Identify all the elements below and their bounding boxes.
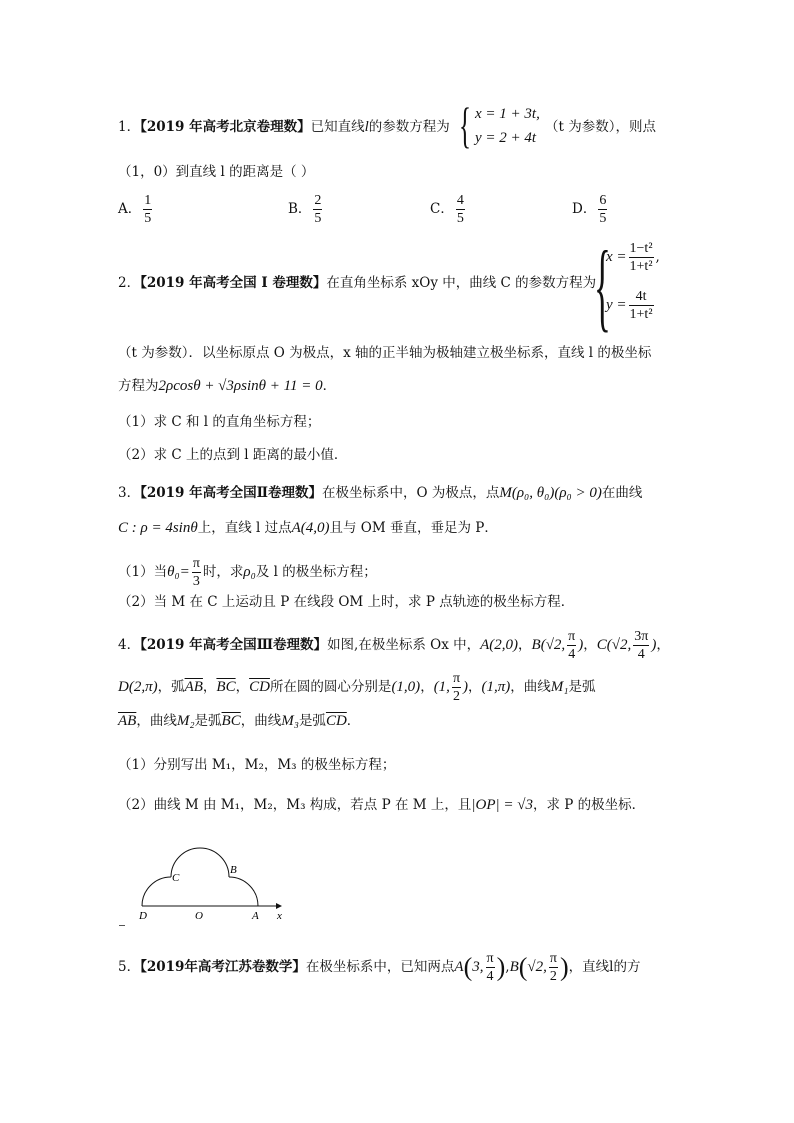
question-4-tag: 【2019 年高考全国Ⅲ卷理数】 <box>140 637 328 653</box>
question-3-tag: 【2019 年高考全国Ⅱ卷理数】 <box>140 485 322 501</box>
question-2-sub-2: （2）求 C 上的点到 l 距离的最小值． <box>118 447 348 463</box>
q1-eq-y: y = 2 + 4t <box>475 130 537 146</box>
label-c: C <box>172 872 180 884</box>
arc-bc: $\overline{BC}$ <box>216 679 236 695</box>
label-o: O <box>195 910 203 922</box>
label-b: B <box>230 864 237 876</box>
question-4-line-2: D(2,π)，弧$\overline{AB}$，$\overline{BC}$，$\overline{CD}$所在圆的圆心分别是(1,0)，(1, $\frac{\pi}{2}$ )，(1,π)，曲线M₁是弧 <box>118 671 596 704</box>
question-4-sub-1: （1）分别写出 M₁，M₂，M₃ 的极坐标方程； <box>118 757 396 773</box>
curve-m1 <box>229 877 258 906</box>
brace: { <box>594 230 611 341</box>
label-d: D <box>139 910 147 922</box>
arc-cd: $\overline{CD}$ <box>249 679 270 695</box>
label-x: x <box>277 910 282 922</box>
question-5-line-1: 5．【2019年高考江苏卷数学】在极坐标系中，已知两点A(3, $\frac{\pi}{4}$ ),B(√2, $\frac{\pi}{2}$ )，直线l的方 <box>118 951 641 984</box>
label-a: A <box>252 910 259 922</box>
q2-eq-x: x = $\frac{\text{1−t²}}{\text{1+t²}}$ , <box>606 241 660 274</box>
question-1-line-2: （1，0）到直线 l 的距离是（ ） <box>118 164 315 180</box>
question-2-line-1: 2．【2019 年高考全国 I 卷理数】在直角坐标系 xOy 中，曲线 C 的参数方程为 <box>118 275 597 291</box>
question-3-sub-1: （1）当θ₀= $\frac{\pi}{3}$ 时，求ρ₀及 l 的极坐标方程； <box>118 556 377 589</box>
q1-param-note: （t 为参数），则点 <box>545 119 656 135</box>
option-c[interactable]: C． $\frac{4}{5}$ <box>430 193 464 226</box>
curve-m2 <box>171 848 229 877</box>
question-3-line-2: C : ρ = 4sinθ上，直线 l 过点A(4,0)且与 OM 垂直，垂足为 P． <box>118 520 498 536</box>
question-4-line-1: 4．【2019 年高考全国Ⅲ卷理数】如图,在极坐标系 Ox 中，A(2,0)，B(√2, $\frac{\pi}{4}$ )，C(√2, $\frac{3\pi}{4}$ )， <box>118 629 670 662</box>
question-2-line-2: （t 为参数）．以坐标原点 O 为极点，x 轴的正半轴为极轴建立极坐标系，直线 l 的极坐标 <box>118 345 652 361</box>
brace: { <box>459 97 471 153</box>
divider <box>119 925 125 926</box>
question-3-line-1: 3．【2019 年高考全国Ⅱ卷理数】在极坐标系中，O 为极点，点M(ρ₀, θ₀)(ρ₀ > 0)在曲线 <box>118 485 643 501</box>
question-2-line-3: 方程为2ρcosθ + √3ρsinθ + 11 = 0． <box>118 378 337 394</box>
question-1-line-1: 1．【2019 年高考北京卷理数】已知直线l的参数方程为 <box>118 119 450 135</box>
option-d[interactable]: D． $\frac{6}{5}$ <box>572 193 607 226</box>
curve-m3 <box>142 877 171 906</box>
question-5-tag: 【2019年高考江苏卷数学】 <box>140 959 306 975</box>
q1-eq-x: x = 1 + 3t, <box>475 106 540 122</box>
q2-eq-y: y = $\frac{4t}{\text{1+t²}}$ <box>606 289 653 322</box>
option-b[interactable]: B． $\frac{2}{5}$ <box>288 193 322 226</box>
question-4-line-3: $\overline{AB}$，曲线M₂是弧$\overline{BC}$，曲线M₃是弧$\overline{CD}$． <box>118 713 361 729</box>
question-1-tag: 【2019 年高考北京卷理数】 <box>140 119 311 135</box>
question-2-tag: 【2019 年高考全国 I 卷理数】 <box>140 275 327 291</box>
question-3-sub-2: （2）当 M 在 C 上运动且 P 在线段 OM 上时，求 P 点轨迹的极坐标方程． <box>118 594 575 610</box>
polar-curve-figure <box>130 835 300 935</box>
option-a[interactable]: A． $\frac{1}{5}$ <box>118 193 152 226</box>
question-4-sub-2: （2）曲线 M 由 M₁，M₂，M₃ 构成，若点 P 在 M 上，且|OP| = √3，求 P 的极坐标． <box>118 797 646 813</box>
arc-ab: $\overline{AB}$ <box>184 679 203 695</box>
question-2-sub-1: （1）求 C 和 l 的直角坐标方程； <box>118 414 321 430</box>
axis-arrow <box>276 903 282 909</box>
